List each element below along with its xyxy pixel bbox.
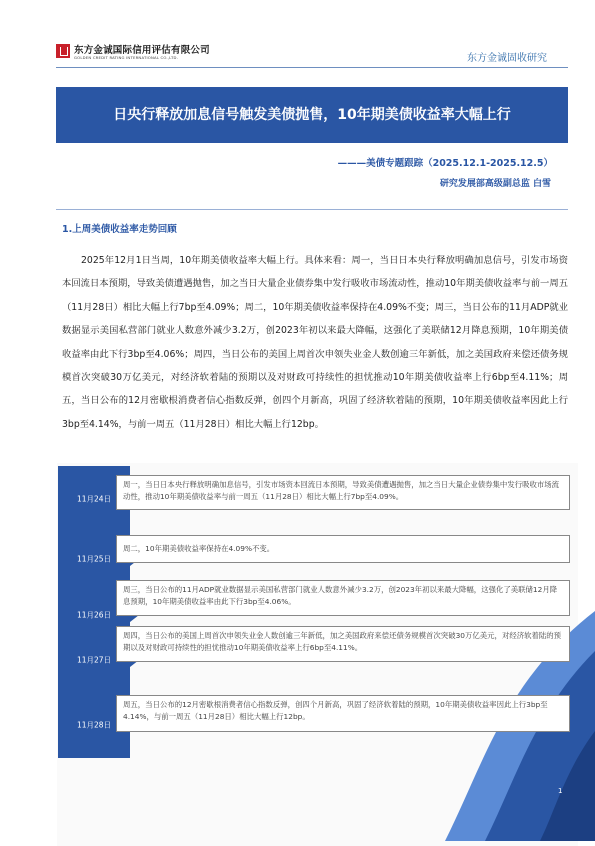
- header-divider: [56, 67, 568, 68]
- report-title: 日央行释放加息信号触发美债抛售，10年期美债收益率大幅上行: [113, 107, 511, 123]
- timeline-entry: 周四，当日公布的美国上周首次申领失业金人数创逾三年新低，加之美国政府来偿还债务规模首次突破30万亿美元，对经济软着陆的预期以及对财政可持续性的担忧推动10年期美债收益率上行6bp至4.11%。: [116, 626, 570, 662]
- timeline-entry: 周一，当日日本央行释放明确加息信号，引发市场资本回流日本预期，导致美债遭遇抛售，加之当日大量企业债券集中发行吸收市场流动性，推动10年期美债收益率与前一周五（11月28日）相比大幅上行7bp至4.09%。: [116, 475, 570, 510]
- timeline-date-label: 11月28日: [76, 720, 112, 730]
- company-logo-icon: [56, 44, 70, 58]
- body-paragraph: 2025年12月1日当周，10年期美债收益率大幅上行。具体来看：周一，当日日本央行释放明确加息信号，引发市场资本回流日本预期，导致美债遭遇抛售，加之当日大量企业债券集中发行吸收市场流动性，推动10年期美债收益率与前一周五（11月28日）相比大幅上行7bp至4.09%；周二，10年期美债收益率保持在4.09%不变；周三，当日公布的11月ADP就业数据显示美国私营部门就业人数意外减少3.2万，创2023年初以来最大降幅，这强化了美联储12月降息预期，10年期美债收益率由此下行3bp至4.06%；周四，当日公布的美国上周首次申领失业金人数创逾三年新低，加之美国政府来偿还债务规模首次突破30万亿美元，对经济软着陆的预期以及对财政可持续性的担忧推动10年期美债收益率上行6bp至4.11%；周五，当日公布的12月密歇根消费者信心指数反弹，创四个月新高，巩固了经济软着陆的预期，10年期美债收益率因此上行3bp至4.14%，与前一周五（11月28日）相比大幅上行12bp。: [62, 255, 568, 430]
- company-name-cn: 东方金诚国际信用评估有限公司: [74, 45, 210, 56]
- page-number: 1: [558, 787, 563, 795]
- timeline-date-label: 11月24日: [76, 494, 112, 504]
- timeline-date-label: 11月26日: [76, 610, 112, 620]
- brand-label: 东方金诚固收研究: [467, 53, 547, 64]
- timeline-date-label: 11月25日: [76, 554, 112, 564]
- section-title: 1.上周美债收益率走势回顾: [62, 224, 177, 235]
- report-series: ———美债专题跟踪（2025.12.1-2025.12.5）: [337, 158, 553, 169]
- timeline-entry: 周三，当日公布的11月ADP就业数据显示美国私营部门就业人数意外减少3.2万，创2023年初以来最大降幅，这强化了美联储12月降息预期，10年期美债收益率由此下行3bp至4.06%。: [116, 580, 570, 616]
- section-divider: [56, 209, 568, 210]
- report-author: 研究发展部高级副总监 白雪: [439, 179, 551, 189]
- company-name-en: GOLDEN CREDIT RATING INTERNATIONAL CO.,LTD.: [74, 55, 179, 60]
- timeline-date-label: 11月27日: [76, 655, 112, 665]
- timeline-entry: 周五，当日公布的12月密歇根消费者信心指数反弹，创四个月新高，巩固了经济软着陆的预期，10年期美债收益率因此上行3bp至4.14%，与前一周五（11月28日）相比大幅上行12bp。: [116, 695, 570, 732]
- timeline-entry: 周二，10年期美债收益率保持在4.09%不变。: [116, 535, 570, 563]
